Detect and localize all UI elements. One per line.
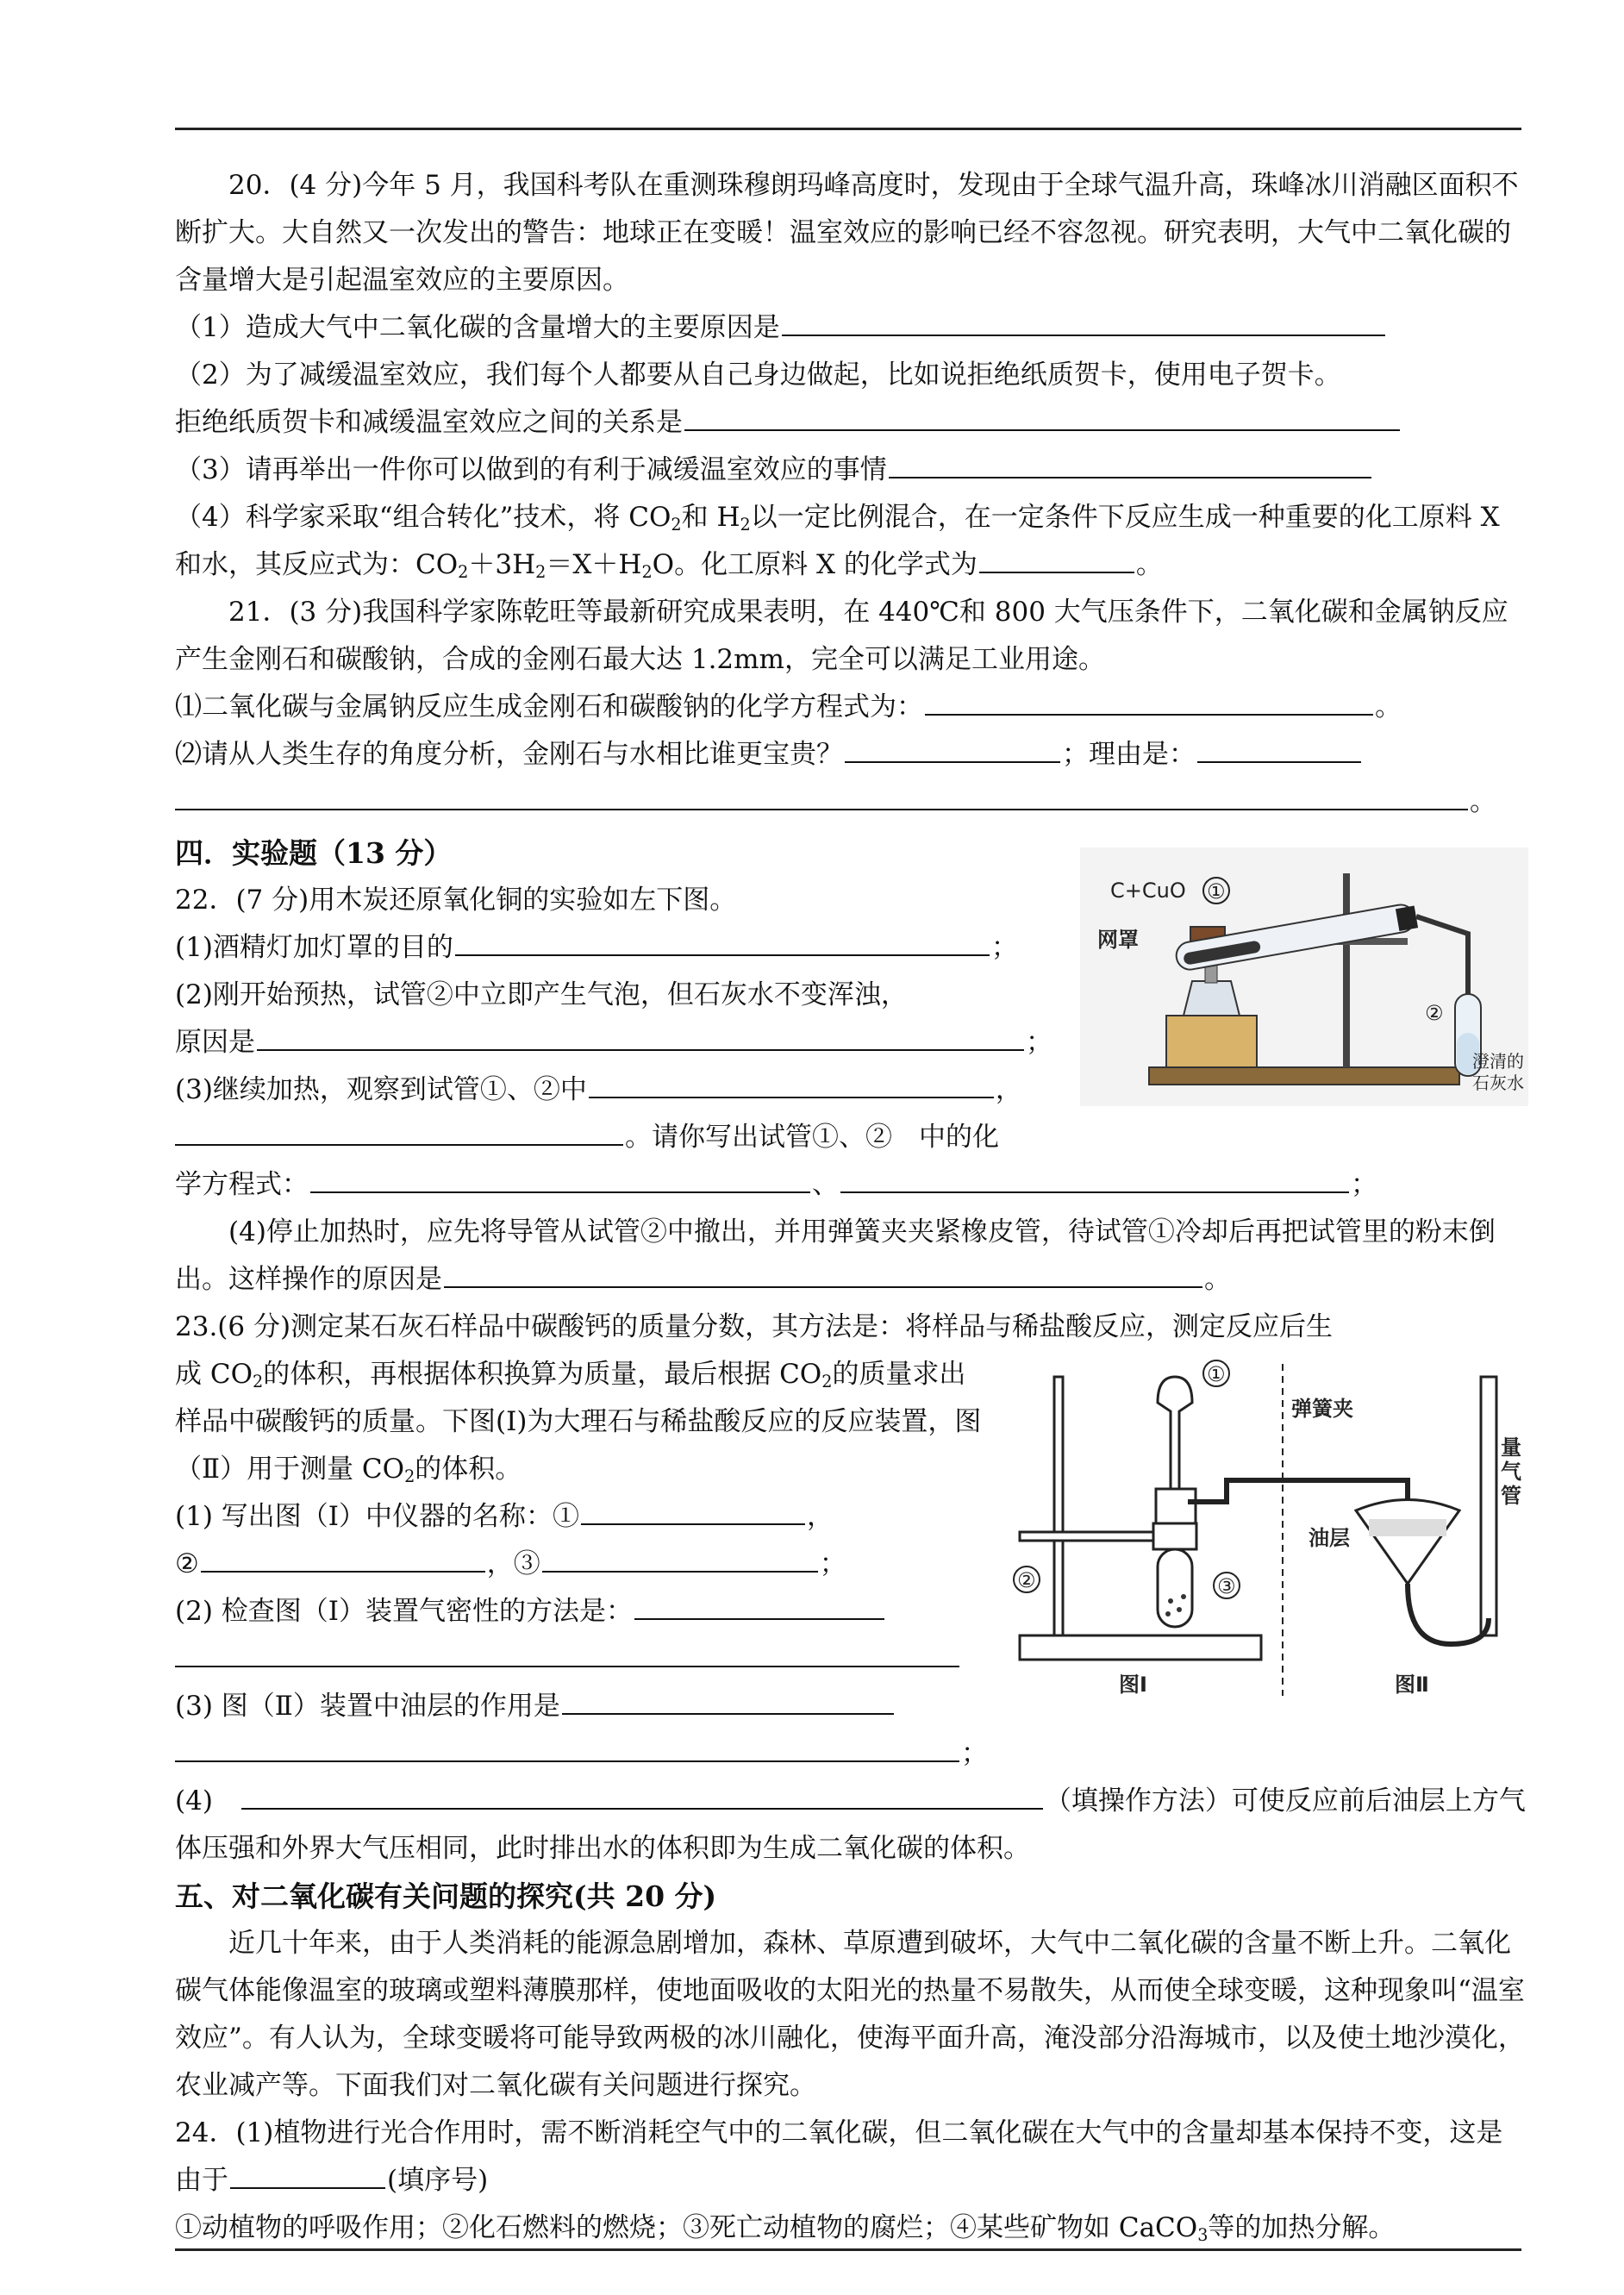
q20-part4-text-e: ＋3H <box>468 549 536 580</box>
q23-fig-label-oil: 油层 <box>1309 1526 1350 1550</box>
q23-fig-label-gauge-1: 量 <box>1501 1435 1521 1460</box>
q23-answer-blank-2[interactable] <box>201 1541 485 1573</box>
q20-answer-blank-4[interactable] <box>979 542 1134 573</box>
q23-sub: 2 <box>821 1371 833 1391</box>
q22-part3b-text: 。请你写出试管①、② 中的化 <box>625 1122 999 1153</box>
q22-semicolon: ； <box>990 932 1018 963</box>
q22-part3c-text: 学方程式： <box>175 1169 309 1200</box>
q24-options-text-a: ①动植物的呼吸作用；②化石燃料的燃烧；③死亡动植物的腐烂；④某些矿物如 CaCO <box>175 2212 1198 2243</box>
q23-fig-caption-1: 图Ⅰ <box>1119 1673 1147 1697</box>
q20-part2b <box>175 399 1528 447</box>
q23-fig-label-gauge-2: 气 <box>1501 1460 1521 1484</box>
q20-intro: 20．(4 分)今年 5 月，我国科考队在重测珠穆朗玛峰高度时，发现由于全球气温升高，珠峰冰川消融区面积不断扩大。大自然又一次发出的警告：地球正在变暖！温室效应的影响已经不容忽视。研究表明，大气中二氧化碳的含量增大是引起温室效应的主要原因。 <box>175 170 1519 296</box>
q20-sub: 2 <box>671 514 682 535</box>
top-rule <box>175 128 1521 130</box>
q23-answer-blank-4[interactable] <box>634 1589 884 1620</box>
section-4-title: 四．实验题（13 分） <box>175 836 453 870</box>
q22-fig-label-2: ② <box>1425 1001 1444 1025</box>
q22-comma: ， <box>995 1074 1022 1105</box>
q22-part4-text: (4)停止加热时，应先将导管从试管②中撤出，并用弹簧夹夹紧橡皮管，待试管①冷却后再把试管里的粉末倒出。这样操作的原因是 <box>175 1216 1496 1295</box>
q20-answer-blank-3[interactable] <box>889 447 1371 478</box>
q22-part2b-text: 原因是 <box>175 1027 255 1058</box>
q21-answer-blank-1[interactable] <box>925 685 1373 716</box>
q23-part4-text-b: （填操作方法）可使反应前后油层上方气体压强和外界大气压相同，此时排出水的体积即为生成二氧化碳的体积。 <box>175 1785 1526 1864</box>
q20-part2a: （2）为了减缓温室效应，我们每个人都要从自己身边做起，比如说拒绝纸质贺卡，使用电子贺卡。 <box>175 360 1341 391</box>
q23-part1c-text: ，③ <box>486 1548 540 1579</box>
q23-part1: (1) 写出图（I）中仪器的名称：① ， <box>175 1493 1528 1541</box>
q20-part2b-text: 拒绝纸质贺卡和减缓温室效应之间的关系是 <box>175 407 683 438</box>
q23-answer-blank-5[interactable] <box>175 1636 959 1667</box>
q21-part1 <box>175 684 1528 731</box>
q23-sub: 2 <box>253 1371 264 1391</box>
q21-part2-text-a: ⑵请从人类生存的角度分析，金刚石与水相比谁更宝贵？ <box>175 739 843 770</box>
q23-answer-blank-7[interactable] <box>175 1731 959 1762</box>
q20-sub: 2 <box>641 561 653 582</box>
q22-part3b <box>175 1114 1528 1161</box>
q23-part4 <box>175 1778 1528 1873</box>
page-content <box>175 162 1528 2252</box>
q20-part4-text-b: 和 H <box>681 502 740 533</box>
q22-part4-end: 。 <box>1204 1264 1231 1295</box>
q22-fig-label-water-1: 澄清的 <box>1472 1051 1524 1072</box>
q23-intro-text-b: 成 CO <box>175 1359 253 1390</box>
q23-intro-text-d: 的质量求出样品中碳酸钙的质量。下图(Ⅰ)为大理石与稀盐酸反应的反应装置，图（Ⅱ）用于测量 CO <box>175 1359 982 1485</box>
q22-fig-label-water-2: 石灰水 <box>1472 1072 1524 1093</box>
q24-sub: 3 <box>1197 2224 1209 2245</box>
q23-answer-blank-3[interactable] <box>542 1541 818 1573</box>
q22-figure <box>1080 847 1528 1106</box>
co2-passage: 近几十年来，由于人类消耗的能源急剧增加，森林、草原遭到破坏，大气中二氧化碳的含量不断上升。二氧化碳气体能像温室的玻璃或塑料薄膜那样，使地面吸收的太阳光的热量不易散失，从而使全球变暖，这种现象叫“温室效应”。有人认为，全球变暖将可能导致两极的冰川融化，使海平面升高，淹没部分沿海城市，以及使土地沙漠化，农业减产等。下面我们对二氧化碳有关问题进行探究。 <box>175 1928 1525 2101</box>
q20-sub: 2 <box>740 514 751 535</box>
q23-part4-text-a: (4) <box>175 1785 213 1817</box>
q23-fig-label-1: ① <box>1207 1362 1226 1386</box>
q21-part2-line <box>175 779 1528 826</box>
q24-answer-blank-1[interactable] <box>230 2158 385 2189</box>
q20-part1 <box>175 304 1528 352</box>
q24-part1 <box>175 2110 1528 2204</box>
q23-sub: 2 <box>404 1466 415 1486</box>
q22-apparatus-diagram <box>1080 847 1528 1106</box>
q20-answer-blank-1[interactable] <box>782 305 1385 336</box>
q24-options <box>175 2204 1528 2252</box>
q22-answer-blank-1[interactable] <box>455 925 990 956</box>
q22-fig-label-ccuo: C+CuO <box>1110 879 1186 903</box>
q23-fig-label-spring-clip: 弹簧夹 <box>1291 1397 1353 1421</box>
q20-part4-text-g: O。化工原料 X 的化学式为 <box>652 549 978 580</box>
q21-part2 <box>175 731 1528 779</box>
q20-part3 <box>175 447 1528 494</box>
q23-answer-blank-6[interactable] <box>562 1684 894 1715</box>
q22-part3c <box>175 1161 1528 1209</box>
q20-part4-text-a: （4）科学家采取“组合转化”技术，将 CO <box>175 502 671 533</box>
q22-separator: 、 <box>812 1169 839 1200</box>
q21-answer-blank-3[interactable] <box>1197 732 1361 763</box>
q22-answer-blank-2[interactable] <box>257 1020 1024 1051</box>
q23-answer-blank-1[interactable] <box>581 1494 805 1525</box>
q22-part4 <box>175 1209 1528 1304</box>
q23-part2-text: (2) 检查图（I）装置气密性的方法是： <box>175 1596 634 1627</box>
q23-intro-line: 23.(6 分)测定某石灰石样品中碳酸钙的质量分数，其方法是：将样品与稀盐酸反应，测定反应后生 <box>175 1311 1334 1342</box>
q23-part1b-text: ② <box>175 1548 199 1579</box>
q22-answer-blank-6[interactable] <box>840 1162 1349 1193</box>
q22-semicolon: ； <box>1026 1027 1052 1058</box>
q20-part3-text: （3）请再举出一件你可以做到的有利于减缓温室效应的事情 <box>175 454 887 485</box>
q22-answer-blank-3[interactable] <box>589 1067 994 1098</box>
q20-part4-text-c: 以一定比例混合，在一定条件下反应生成一种重要 <box>750 502 1339 533</box>
bottom-rule <box>175 2248 1521 2251</box>
q23-intro-text-e: 的体积。 <box>415 1454 522 1485</box>
section-5-title: 五、对二氧化碳有关问题的探究(共 20 分) <box>175 1879 717 1913</box>
q22-part2a: (2)刚开始预热，试管②中立即产生气泡，但石灰水不变浑浊， <box>175 979 908 1010</box>
q20-answer-blank-2[interactable] <box>684 400 1400 431</box>
q23-part1b: ② ，③ ； <box>175 1541 1528 1588</box>
q21-part2-text-b: ；理由是： <box>1062 739 1196 770</box>
q22-answer-blank-7[interactable] <box>444 1257 1202 1288</box>
q24-options-text-b: 等的加热分解。 <box>1208 2212 1396 2243</box>
q24-part1-end: (填序号) <box>387 2165 489 2196</box>
q20-part4-end: 。 <box>1135 549 1163 580</box>
q20-sub: 2 <box>535 561 547 582</box>
q22-semicolon: ； <box>1351 1169 1377 1200</box>
q22-fig-label-1: ① <box>1207 879 1226 904</box>
q21-answer-blank-2[interactable] <box>845 732 1060 763</box>
q23-part3-line: ； <box>175 1730 1528 1778</box>
q23-figure <box>1003 1351 1528 1704</box>
q24-part1-text: 24．(1)植物进行光合作用时，需不断消耗空气中的二氧化碳，但二氧化碳在大气中的含量却基本保持不变，这是由于 <box>175 2117 1503 2196</box>
q22-intro: 22．(7 分)用木炭还原氧化铜的实验如左下图。 <box>175 885 737 916</box>
q23-fig-label-3: ③ <box>1217 1574 1236 1598</box>
q21-part1-end: 。 <box>1375 691 1402 722</box>
q23-part3-text: (3) 图（Ⅱ）装置中油层的作用是 <box>175 1691 560 1722</box>
q22-answer-blank-4[interactable] <box>175 1115 623 1146</box>
q20-part4-text-f: ＝X＋H <box>546 549 642 580</box>
q20-part4-text-d: 的化工原料 X 和水，其反应式为：CO <box>175 502 1500 580</box>
q23-apparatus-diagram <box>1003 1351 1528 1704</box>
q22-fig-label-wangzhao: 网罩 <box>1097 928 1139 952</box>
q23-answer-blank-8[interactable] <box>241 1779 1043 1810</box>
q22-answer-blank-5[interactable] <box>310 1162 810 1193</box>
q23-intro-text-c: 的体积，再根据体积换算为质量，最后根据 CO <box>263 1359 822 1390</box>
q23-part1-text: (1) 写出图（I）中仪器的名称：① <box>175 1501 580 1532</box>
q23-fig-label-gauge-3: 管 <box>1501 1484 1521 1508</box>
q23-fig-label-2: ② <box>1017 1568 1036 1592</box>
q20-sub: 2 <box>458 561 469 582</box>
q21-intro: 21．(3 分)我国科学家陈乾旺等最新研究成果表明，在 440℃和 800 大气压条件下，二氧化碳和金属钠反应产生金刚石和碳酸钠，合成的金刚石最大达 1.2mm，完全可以满足工业用途。 <box>175 597 1508 675</box>
q22-part1-text: (1)酒精灯加灯罩的目的 <box>175 932 453 963</box>
q20-part1-text: （1）造成大气中二氧化碳的含量增大的主要原因是 <box>175 312 780 343</box>
q21-part2-end: 。 <box>1470 786 1496 817</box>
q22-part3a-text: (3)继续加热，观察到试管①、②中 <box>175 1074 587 1105</box>
q21-answer-blank-4[interactable] <box>175 779 1468 810</box>
q21-part1-text: ⑴二氧化碳与金属钠反应生成金刚石和碳酸钠的化学方程式为： <box>175 691 923 722</box>
q23-fig-caption-2: 图Ⅱ <box>1395 1673 1429 1697</box>
q20-part4 <box>175 494 1528 589</box>
